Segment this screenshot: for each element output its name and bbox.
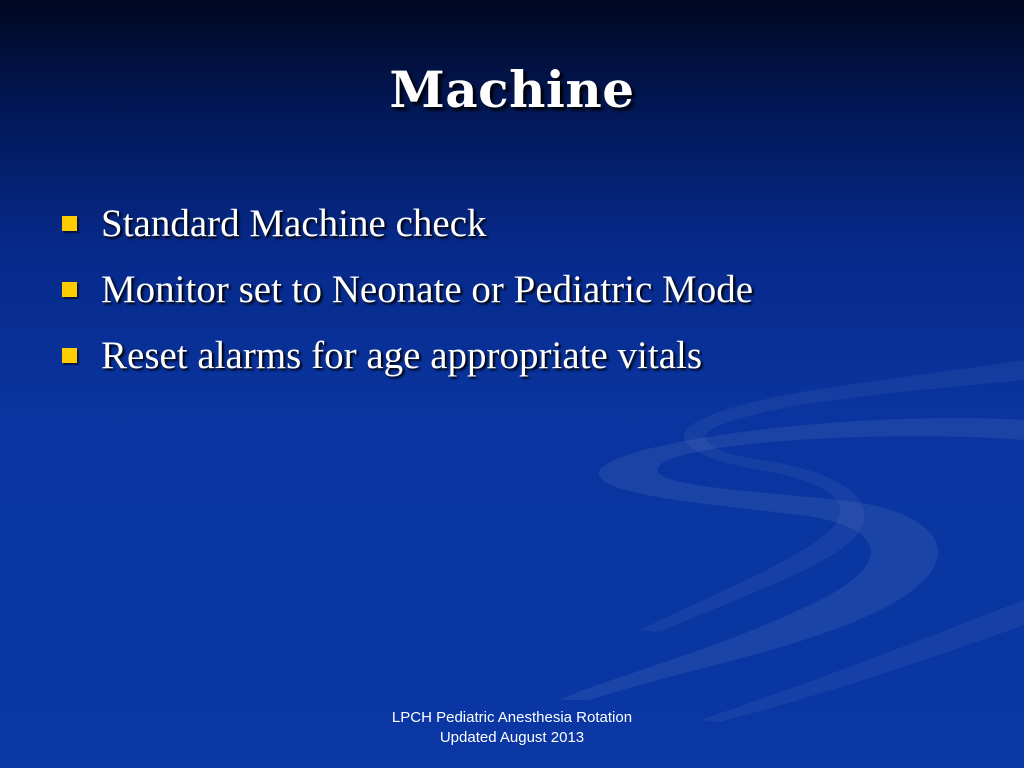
bullet-list xyxy=(62,190,753,388)
bullet-item xyxy=(62,322,753,388)
bullet-item xyxy=(62,190,753,256)
bullet-item xyxy=(62,256,753,322)
square-bullet-icon xyxy=(62,348,77,363)
square-bullet-icon xyxy=(62,282,77,297)
bullet-text: Standard Machine check xyxy=(101,201,487,245)
slide-footer xyxy=(0,708,1024,748)
bullet-text: Reset alarms for age appropriate vitals xyxy=(101,333,703,377)
slide-title: Machine xyxy=(389,60,635,119)
bullet-text: Monitor set to Neonate or Pediatric Mode xyxy=(101,267,754,311)
square-bullet-icon xyxy=(62,216,77,231)
footer-line-updated: Updated August 2013 xyxy=(439,729,585,746)
footer-line-course: LPCH Pediatric Anesthesia Rotation xyxy=(391,709,633,726)
